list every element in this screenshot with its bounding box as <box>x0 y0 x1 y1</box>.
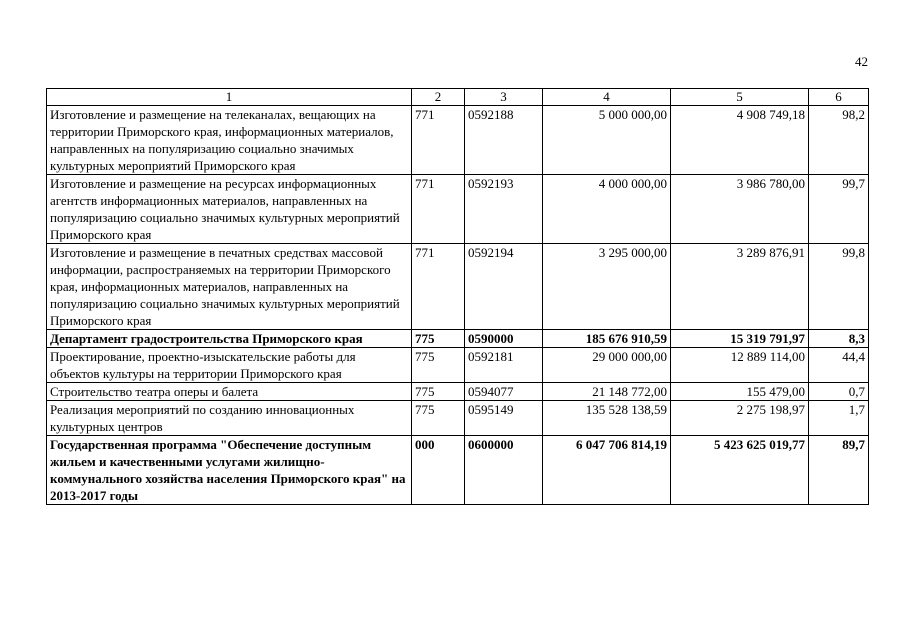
row-col3: 0592193 <box>465 175 543 244</box>
row-pct: 0,7 <box>809 383 869 401</box>
row-col3: 0592181 <box>465 348 543 383</box>
row-plan: 5 000 000,00 <box>543 106 671 175</box>
row-col3: 0595149 <box>465 401 543 436</box>
row-name: Государственная программа "Обеспечение доступным жильем и качественными услугами жилищно-коммунального хозяйства населения Приморского края" на 2013-2017 годы <box>47 436 412 505</box>
row-name: Проектирование, проектно-изыскательские работы для объектов культуры на территории Приморского края <box>47 348 412 383</box>
table-row <box>47 348 869 383</box>
table-row <box>47 244 869 330</box>
row-plan: 21 148 772,00 <box>543 383 671 401</box>
row-col2: 775 <box>412 383 465 401</box>
row-col2: 771 <box>412 175 465 244</box>
row-plan: 29 000 000,00 <box>543 348 671 383</box>
row-plan: 135 528 138,59 <box>543 401 671 436</box>
table-row <box>47 106 869 175</box>
row-fact: 155 479,00 <box>671 383 809 401</box>
row-fact: 2 275 198,97 <box>671 401 809 436</box>
row-col3: 0592194 <box>465 244 543 330</box>
row-name: Строительство театра оперы и балета <box>47 383 412 401</box>
row-pct: 44,4 <box>809 348 869 383</box>
row-name: Департамент градостроительства Приморского края <box>47 330 412 348</box>
row-col2: 000 <box>412 436 465 505</box>
row-pct: 8,3 <box>809 330 869 348</box>
row-col3: 0594077 <box>465 383 543 401</box>
row-fact: 3 289 876,91 <box>671 244 809 330</box>
row-fact: 3 986 780,00 <box>671 175 809 244</box>
table-row <box>47 175 869 244</box>
header-row <box>47 89 869 106</box>
row-pct: 99,7 <box>809 175 869 244</box>
row-fact: 4 908 749,18 <box>671 106 809 175</box>
budget-table <box>46 88 869 505</box>
row-col2: 771 <box>412 244 465 330</box>
row-pct: 89,7 <box>809 436 869 505</box>
row-name: Изготовление и размещение в печатных средствах массовой информации, распространяемых на территории Приморского края, информационных материалов, направленных на популяризацию социально значимых культурных мероприятий Приморского края <box>47 244 412 330</box>
row-col3: 0590000 <box>465 330 543 348</box>
row-col3: 0592188 <box>465 106 543 175</box>
row-pct: 99,8 <box>809 244 869 330</box>
header-cell-5: 5 <box>671 89 809 106</box>
row-col2: 775 <box>412 401 465 436</box>
row-plan: 4 000 000,00 <box>543 175 671 244</box>
table-row <box>47 436 869 505</box>
row-plan: 3 295 000,00 <box>543 244 671 330</box>
row-col3: 0600000 <box>465 436 543 505</box>
table-row <box>47 401 869 436</box>
row-col2: 775 <box>412 330 465 348</box>
row-name: Реализация мероприятий по созданию инновационных культурных центров <box>47 401 412 436</box>
row-fact: 5 423 625 019,77 <box>671 436 809 505</box>
header-cell-4: 4 <box>543 89 671 106</box>
row-plan: 185 676 910,59 <box>543 330 671 348</box>
row-pct: 1,7 <box>809 401 869 436</box>
row-name: Изготовление и размещение на ресурсах информационных агентств информационных материалов, направленных на популяризацию социально значимых культурных мероприятий Приморского края <box>47 175 412 244</box>
table-row <box>47 330 869 348</box>
row-name: Изготовление и размещение на телеканалах, вещающих на территории Приморского края, информационных материалов, направленных на популяризацию социально значимых культурных мероприятий Приморского края <box>47 106 412 175</box>
table-row <box>47 383 869 401</box>
row-pct: 98,2 <box>809 106 869 175</box>
header-cell-1: 1 <box>47 89 412 106</box>
header-cell-3: 3 <box>465 89 543 106</box>
row-col2: 775 <box>412 348 465 383</box>
page-number: 42 <box>855 54 868 69</box>
row-plan: 6 047 706 814,19 <box>543 436 671 505</box>
row-fact: 15 319 791,97 <box>671 330 809 348</box>
row-fact: 12 889 114,00 <box>671 348 809 383</box>
header-cell-6: 6 <box>809 89 869 106</box>
header-cell-2: 2 <box>412 89 465 106</box>
row-col2: 771 <box>412 106 465 175</box>
